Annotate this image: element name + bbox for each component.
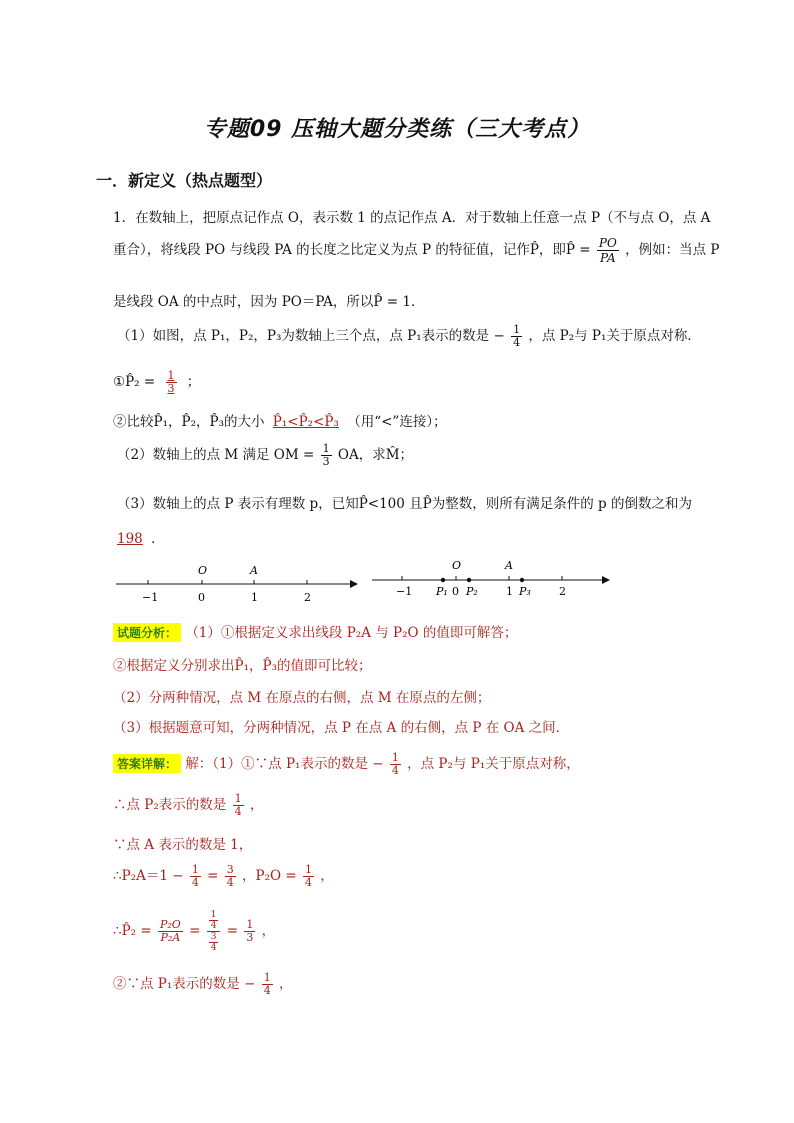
right-point-O: O [452,559,462,572]
answer-line4-a: ∴P₂A＝1 − [113,868,184,884]
compound-den [207,932,221,953]
frac-den: 4 [263,984,271,997]
left-tick-label-neg1: −1 [142,591,159,604]
point-P3 [520,578,524,582]
right-number-line [372,559,610,598]
right-point-A: A [505,559,513,572]
frac-num: 1 [167,369,175,382]
sub1-prefix: ①P̂₂ = [113,374,156,390]
sub1-answer [162,370,181,395]
part2-fraction [321,443,332,468]
answer-line2 [113,793,263,818]
frac-num: 3 [226,863,234,876]
answer-line4-frac2 [225,864,236,889]
frac-den: 4 [234,805,242,818]
frac-den: 3 [167,382,175,395]
right-axis-arrow [602,576,610,584]
answer-line5-compound-frac [207,910,221,953]
left-point-A: A [250,564,258,577]
frac-den: 4 [210,943,217,953]
left-tick-label-0: 0 [198,591,205,604]
q1-part3-answer [113,527,165,547]
right-tick-label-neg1: −1 [396,585,413,598]
left-tick-label-2: 2 [304,591,311,604]
frac-den: 4 [191,876,199,889]
analysis-line3: （2）分两种情况，点 M 在原点的右侧，点 M 在原点的左侧； [113,690,491,706]
right-tick-label-2: 2 [559,585,566,598]
right-label-P1: P₁ [436,585,448,598]
part2-b: OA，求M̂； [337,447,414,463]
sub2-answer: P̂₁<P̂₂<P̂₃ [272,414,339,430]
answer-line5-c: = [226,923,239,939]
frac-num: 1 [246,918,254,931]
point-P1 [441,578,445,582]
left-tick-label-1: 1 [251,591,258,604]
answer-line6-a: ②∵点 P₁表示的数是 − [113,976,256,992]
answer-line4-b: = [207,868,219,884]
point-P2 [467,578,471,582]
answer-line2-comma: ， [249,797,264,813]
right-label-P2: P₂ [466,585,478,598]
frac-den: 4 [226,876,234,889]
frac-num: 1 [210,910,217,920]
frac-num: P₂O [159,918,181,931]
frac-num: 1 [322,442,330,455]
answer-line5 [113,910,275,953]
sub2-prefix: ②比较P̂₁，P̂₂，P̂₃的大小 [113,414,265,430]
frac-num: 1 [191,863,199,876]
doc-title: 专题09 压轴大题分类练（三大考点） [203,117,591,142]
answer-line2-a: ∴点 P₂表示的数是 [113,797,227,813]
q1-part1 [117,324,701,349]
answer-line5-a: ∴P̂₂ = [113,923,152,939]
frac-den: PA [600,251,616,265]
part3-suffix: ． [151,531,165,547]
frac-num: 1 [391,751,399,764]
number-lines-figure [110,558,620,608]
q1-line2-a: 重合），将线段 PO 与线段 PA 的长度之比定义为点 P 的特征值，记作P̂，即P̂ = [113,242,591,258]
q1-sub2 [113,410,447,430]
part3-answer: 198 [117,531,143,547]
analysis-line1 [113,621,517,642]
frac-den: 3 [322,455,330,468]
frac-den: 4 [210,921,217,931]
frac-den: 4 [391,764,399,777]
q1-line3: 是线段 OA 的中点时，因为 PO＝PA，所以P̂ = 1． [113,294,425,310]
frac-den: P₂A [160,931,181,944]
answer-line6-b: ， [278,976,293,992]
left-axis-arrow [350,580,358,588]
frac-den: 3 [246,931,254,944]
right-tick-label-1: 1 [506,585,513,598]
frac-num: 3 [210,932,217,942]
analysis-tag: 试题分析： [113,623,181,642]
answer-line4-c: ，P₂O = [242,868,297,884]
part1-a: （1）如图，点 P₁，P₂，P₃为数轴上三个点，点 P₁表示的数是 − [117,328,505,344]
frac-den: 4 [513,336,521,349]
q1-sub1 [113,370,200,395]
po-pa-fraction [597,236,619,265]
answer-line6 [113,972,292,997]
answer-line4-frac3 [303,864,314,889]
sub2-suffix: （用“<”连接）； [347,414,447,430]
answer-line4 [113,864,334,889]
q1-part3: （3）数轴上的点 P 表示有理数 p，已知P̂<100 且P̂为整数，则所有满足条件的 p 的倒数之和为 [117,496,692,512]
frac-num: 1 [234,792,242,805]
answer-tag: 答案详解： [113,754,181,773]
left-point-O: O [198,564,208,577]
inner-frac-top [209,910,219,931]
section-heading: 一．新定义（热点题型） [96,171,273,190]
analysis-line4: （3）根据题意可知，分两种情况，点 P 在点 A 的右侧，点 P 在 OA 之间． [113,720,570,736]
part2-a: （2）数轴上的点 M 满足 OM = [117,447,315,463]
frac-num: 1 [263,971,271,984]
part1-fraction [511,324,522,349]
left-number-line [116,564,358,604]
sub1-suffix: ； [186,374,201,390]
part1-b: ，点 P₂与 P₁关于原点对称． [528,328,701,344]
right-tick-label-0: 0 [452,585,459,598]
answer-line6-fraction [262,972,273,997]
answer-line5-b: = [189,923,201,939]
answer-line3: ∵点 A 表示的数是 1， [113,837,253,853]
compound-num [207,910,221,932]
answer-line1 [113,752,580,777]
q1-line1: 1．在数轴上，把原点记作点 O，表示数 1 的点记作点 A．对于数轴上任意一点 P（不与点 O，点 A [113,210,711,226]
answer-line2-fraction [233,793,244,818]
analysis-text1: （1）①根据定义求出线段 P₂A 与 P₂O 的值即可解答； [185,625,518,641]
answer-line1-b: ，点 P₂与 P₁关于原点对称， [407,756,580,772]
q1-line2 [113,236,720,265]
q1-line2-b: ，例如：当点 P [625,242,720,258]
answer-line5-frac-result [244,919,255,944]
frac-den: 4 [305,876,312,889]
answer-line5-frac1 [158,919,183,944]
answer-line1-fraction [390,752,401,777]
right-label-P3: P₃ [519,585,531,598]
frac-num: 1 [513,323,521,336]
answer-line4-frac1 [190,864,201,889]
analysis-line2: ②根据定义分别求出P̂₁，P̂₃的值即可比较； [113,658,372,674]
answer-line1-a: 解：（1）①∵点 P₁表示的数是 − [185,756,384,772]
q1-part2 [117,443,413,468]
frac-num: 1 [305,863,312,876]
frac-num: PO [598,236,617,250]
answer-line4-d: ， [320,868,334,884]
answer-line5-d: ， [261,923,276,939]
inner-frac-bottom [209,932,219,953]
